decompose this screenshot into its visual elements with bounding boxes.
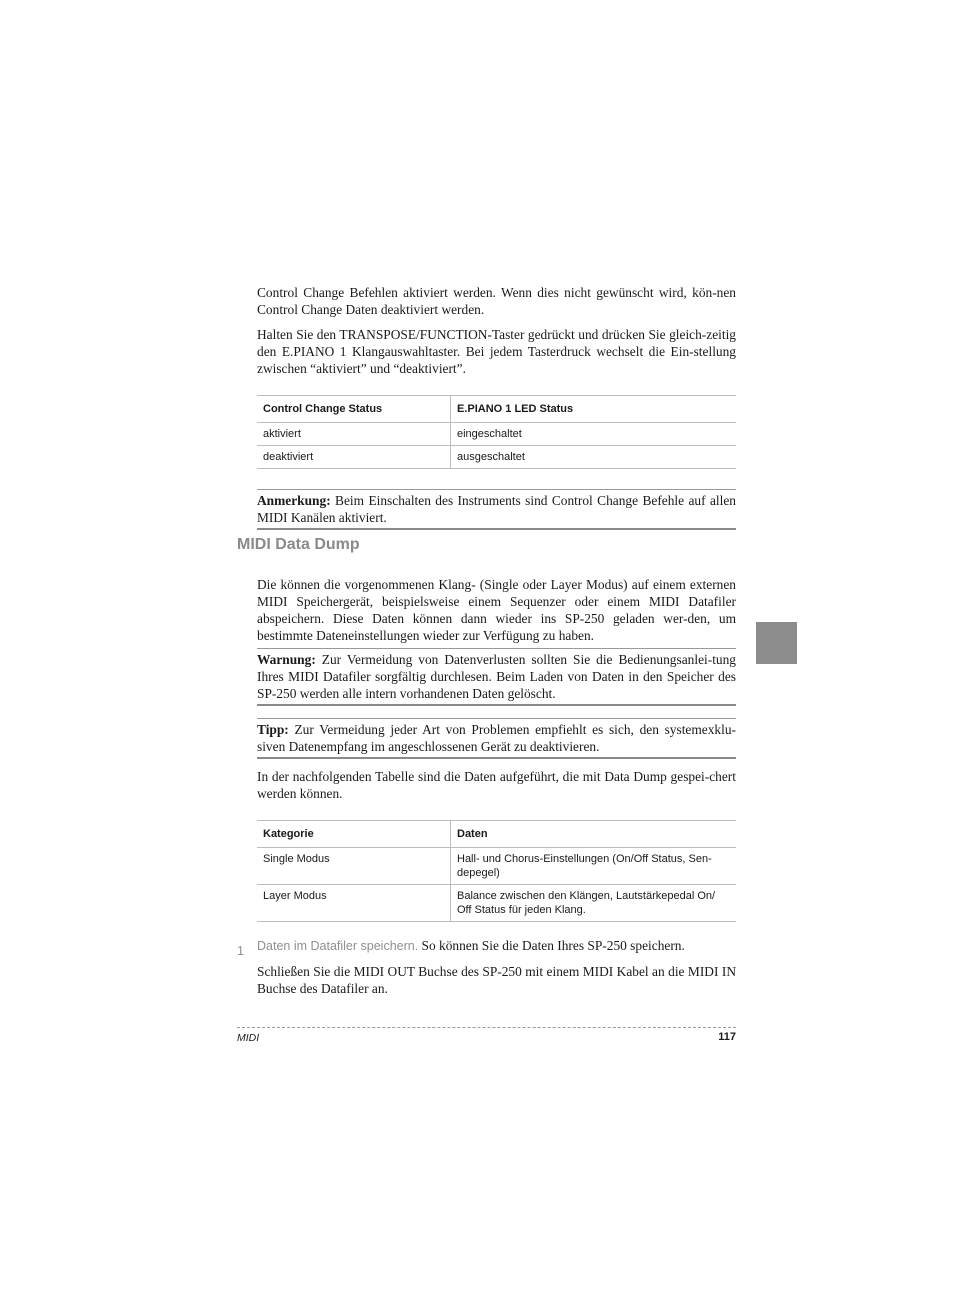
table-cell: deaktiviert: [257, 446, 451, 469]
paragraph: Die können die vorgenommenen Klang- (Single oder Layer Modus) auf einem externen MIDI Speichergerät, beispielsweise einem Sequenzer oder einem MIDI Datafiler abspeichern. Diese Daten können dann wieder ins SP-250 geladen wer-den, um bestimmte Dateneinstellungen wieder zur Verfügung zu haben.: [257, 577, 736, 643]
note-box: [257, 489, 736, 530]
paragraph: In der nachfolgenden Tabelle sind die Daten aufgeführt, die mit Data Dump gespei-chert werden können.: [257, 769, 736, 801]
procedure-intro-text: So können Sie die Daten Ihres SP-250 speichern.: [418, 938, 685, 953]
control-change-table: [257, 395, 736, 469]
table-header-row: [257, 396, 736, 423]
table-cell: Single Modus: [257, 848, 451, 885]
tip-text: Zur Vermeidung jeder Art von Problemen empfiehlt es sich, den systemexklu-siven Datenempfang im angeschlossenen Gerät zu deaktivieren.: [257, 722, 736, 754]
data-dump-table: [257, 820, 736, 922]
table-cell: Balance zwischen den Klängen, Lautstärkepedal On/ Off Status für jeden Klang.: [451, 885, 737, 922]
warning-label: Warnung:: [257, 652, 316, 667]
page-content: [257, 284, 736, 997]
step-text: Schließen Sie die MIDI OUT Buchse des SP-250 mit einem MIDI Kabel an die MIDI IN Buchse des Datafiler an.: [257, 964, 736, 996]
warning-box: [257, 648, 736, 706]
tip-box: [257, 718, 736, 759]
table-cell: aktiviert: [257, 423, 451, 446]
table-cell: ausgeschaltet: [451, 446, 737, 469]
procedure-heading: Daten im Datafiler speichern.: [257, 939, 419, 953]
table-cell: Hall- und Chorus-Einstellungen (On/Off Status, Sen-depegel): [451, 848, 737, 885]
paragraph: Halten Sie den TRANSPOSE/FUNCTION-Taster gedrückt und drücken Sie gleich-zeitig den E.PIANO 1 Klangauswahltaster. Bei jedem Tasterdruck wechselt die Ein-stellung zwischen “aktiviert” und “deaktiviert”.: [257, 327, 736, 376]
step-number: 1: [237, 944, 244, 958]
footer-divider: [237, 1027, 736, 1028]
page-number: 117: [718, 1031, 736, 1043]
table-cell: Layer Modus: [257, 885, 451, 922]
table-header: Kategorie: [257, 821, 451, 848]
chapter-thumb-tab: [756, 622, 797, 664]
warning-text: Zur Vermeidung von Datenverlusten sollten Sie die Bedienungsanlei-tung Ihres MIDI Datafiler sorgfältig durchlesen. Beim Laden von Daten in den Speicher des SP-250 werden alle intern vorhandenen Daten gelöscht.: [257, 652, 736, 701]
table-row: [257, 885, 736, 922]
table-header-row: [257, 821, 736, 848]
table-header: Daten: [451, 821, 737, 848]
table-row: [257, 848, 736, 885]
section-heading: MIDI Data Dump: [237, 536, 360, 553]
table-header: Control Change Status: [257, 396, 451, 423]
tip-label: Tipp:: [257, 722, 289, 737]
table-row: [257, 446, 736, 469]
procedure-intro: [257, 937, 736, 955]
table-cell: eingeschaltet: [451, 423, 737, 446]
table-header: E.PIANO 1 LED Status: [451, 396, 737, 423]
paragraph: Control Change Befehlen aktiviert werden. Wenn dies nicht gewünscht wird, kön-nen Control Change Daten deaktiviert werden.: [257, 285, 736, 317]
footer-section-name: MIDI: [237, 1032, 260, 1044]
note-text: Beim Einschalten des Instruments sind Control Change Befehle auf allen MIDI Kanälen aktiviert.: [257, 493, 736, 525]
table-row: [257, 423, 736, 446]
note-label: Anmerkung:: [257, 493, 331, 508]
